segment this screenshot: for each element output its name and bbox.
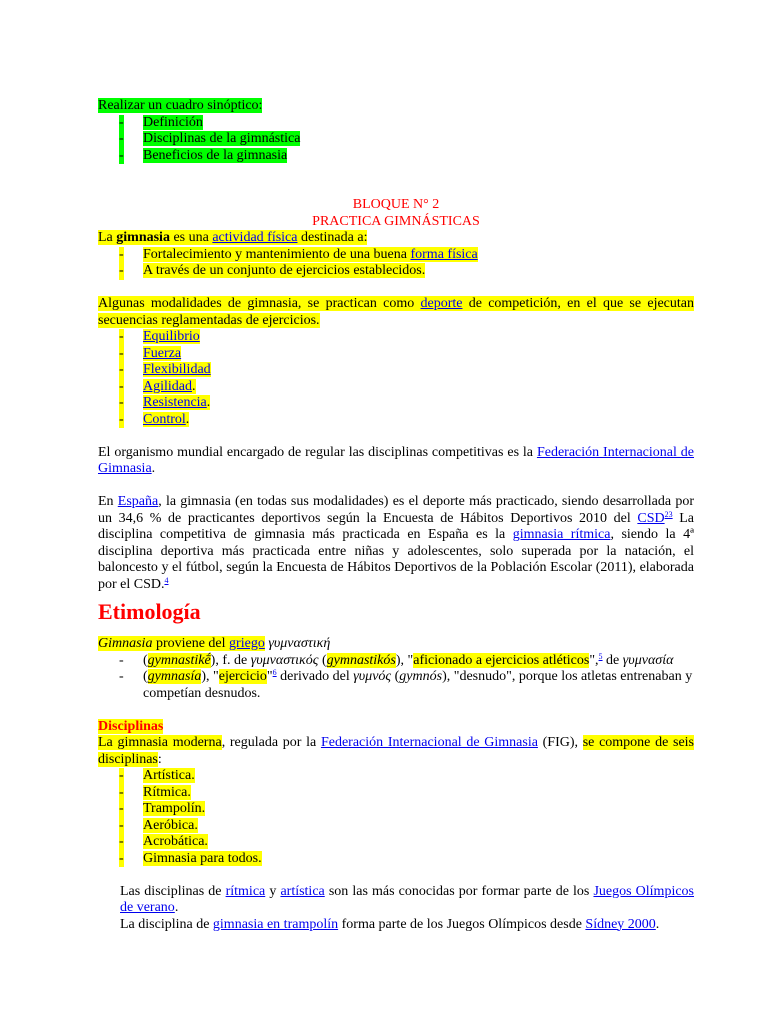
task-list [98,115,694,165]
link-juegos-olimpicos[interactable]: Juegos Olímpicos de verano [120,883,694,915]
modalidades-list [98,329,694,428]
footnote-5[interactable]: 5 [598,651,603,661]
footnote-23[interactable]: 23 [664,509,673,519]
disciplinas-note-2: La disciplina de gimnasia en trampolín forma parte de los Juegos Olímpicos desde Sídney 2000. [120,916,660,932]
list-item: - Trampolín. [119,801,206,816]
disciplinas-note-1: Las disciplinas de rítmica y artística son las más conocidas por formar parte de los Juegos Olímpicos de verano. [120,883,694,915]
list-item: - Definición [119,114,203,130]
link-control[interactable]: Control [143,411,186,427]
list-item: - Resistencia. [119,395,211,410]
list-item: - Disciplinas de la gimnástica [119,131,301,146]
list-item: - Control. [119,411,190,427]
link-espana[interactable]: España [117,494,159,509]
etimologia-list [98,653,694,703]
list-item: - Aeróbica. [119,817,198,833]
etimologia-heading: Etimología [98,599,201,624]
disciplinas-paragraph: La gimnasia moderna, regulada por la Federación Internacional de Gimnasia (FIG), se compone de seis disciplinas: [98,735,694,767]
list-item: - (gymnasía), "ejercicio"$^6$ derivado del γυμνός (gymnós), "desnudo", porque los atletas entrenaban y competían desnudos. [119,668,693,701]
link-fig-2[interactable]: Federación Internacional de Gimnasia [320,735,538,750]
link-flexibilidad[interactable]: Flexibilidad [143,362,211,377]
list-item: - Fuerza [119,345,182,361]
definition-paragraph: La gimnasia es una actividad física destinada a: [98,230,368,245]
list-item: - Beneficios de la gimnasia [119,147,288,163]
link-resistencia[interactable]: Resistencia [143,395,207,410]
list-item: - Flexibilidad [119,362,211,377]
list-item: - Rítmica. [119,784,191,800]
etimologia-paragraph: Gimnasia proviene del griego γυμναστική [98,636,331,651]
link-equilibrio[interactable]: Equilibrio [143,329,200,344]
footnote-6[interactable]: 6 [272,668,277,677]
list-item: - Gimnasia para todos. [119,850,262,866]
disciplinas-heading: Disciplinas [98,718,164,734]
list-item: - Acrobática. [119,834,208,849]
link-ritmica[interactable]: rítmica [225,883,266,899]
block-subtitle: PRACTICA GIMNÁSTICAS [312,213,480,229]
document-page [98,98,694,933]
link-griego[interactable]: griego [229,636,265,651]
footnote-4[interactable]: 4 [164,575,169,585]
task-title: Realizar un cuadro sinóptico: [98,98,263,113]
link-fuerza[interactable]: Fuerza [143,345,182,361]
list-item: - Equilibrio [119,329,200,344]
link-agilidad[interactable]: Agilidad [143,378,192,394]
block-title: BLOQUE N° 2 [352,197,440,212]
list-item: - Artística. [119,768,195,783]
list-item: - Fortalecimiento y mantenimiento de una buena forma física [119,246,478,262]
link-sidney-2000[interactable]: Sídney 2000 [585,916,656,932]
link-actividad-fisica[interactable]: actividad física [212,230,298,245]
list-item: - Agilidad. [119,378,196,394]
link-forma-fisica[interactable]: forma física [410,246,478,262]
link-gimnasia-ritmica[interactable]: gimnasia rítmica [512,527,611,542]
link-artistica[interactable]: artística [280,883,325,899]
link-deporte[interactable]: deporte [420,296,463,311]
link-gimnasia-trampolin[interactable]: gimnasia en trampolín [212,916,339,932]
modalidades-paragraph: Algunas modalidades de gimnasia, se practican como deporte de competición, en el que se ejecutan secuencias reglamentadas de ejercicios. [98,296,694,328]
disciplinas-list [98,768,694,867]
list-item: - (gymnastikḗ), f. de γυμναστικός (gymnastikós), "aficionado a ejercicios atléticos",$^5$ de γυμνασία [119,651,674,668]
espana-paragraph: En España, la gimnasia (en todas sus modalidades) es el deporte más practicado, siendo desarrollada por un 34,6 % de practicantes deportivos según la Encuesta de Hábitos Deportivos 2010 del CSD$^{23}$ La disciplina competitiva de gimnasia más practicada en España es la gimnasia rítmica, siendo la 4ª disciplina deportiva más practicada entre niñas y adolescentes, solo superada por la natación, el baloncesto y el fútbol, según la Encuesta de Hábitos Deportivos de la Población Escolar (2011), elaborada por el CSD.$^4$ [98,494,694,592]
list-item: - A través de un conjunto de ejercicios establecidos. [119,263,426,278]
organismo-paragraph: El organismo mundial encargado de regular las disciplinas competitivas es la Federación Internacional de Gimnasia. [98,444,694,476]
link-csd[interactable]: CSD [637,510,665,526]
definition-list [98,247,694,280]
link-fig[interactable]: Federación Internacional de Gimnasia [98,444,694,476]
